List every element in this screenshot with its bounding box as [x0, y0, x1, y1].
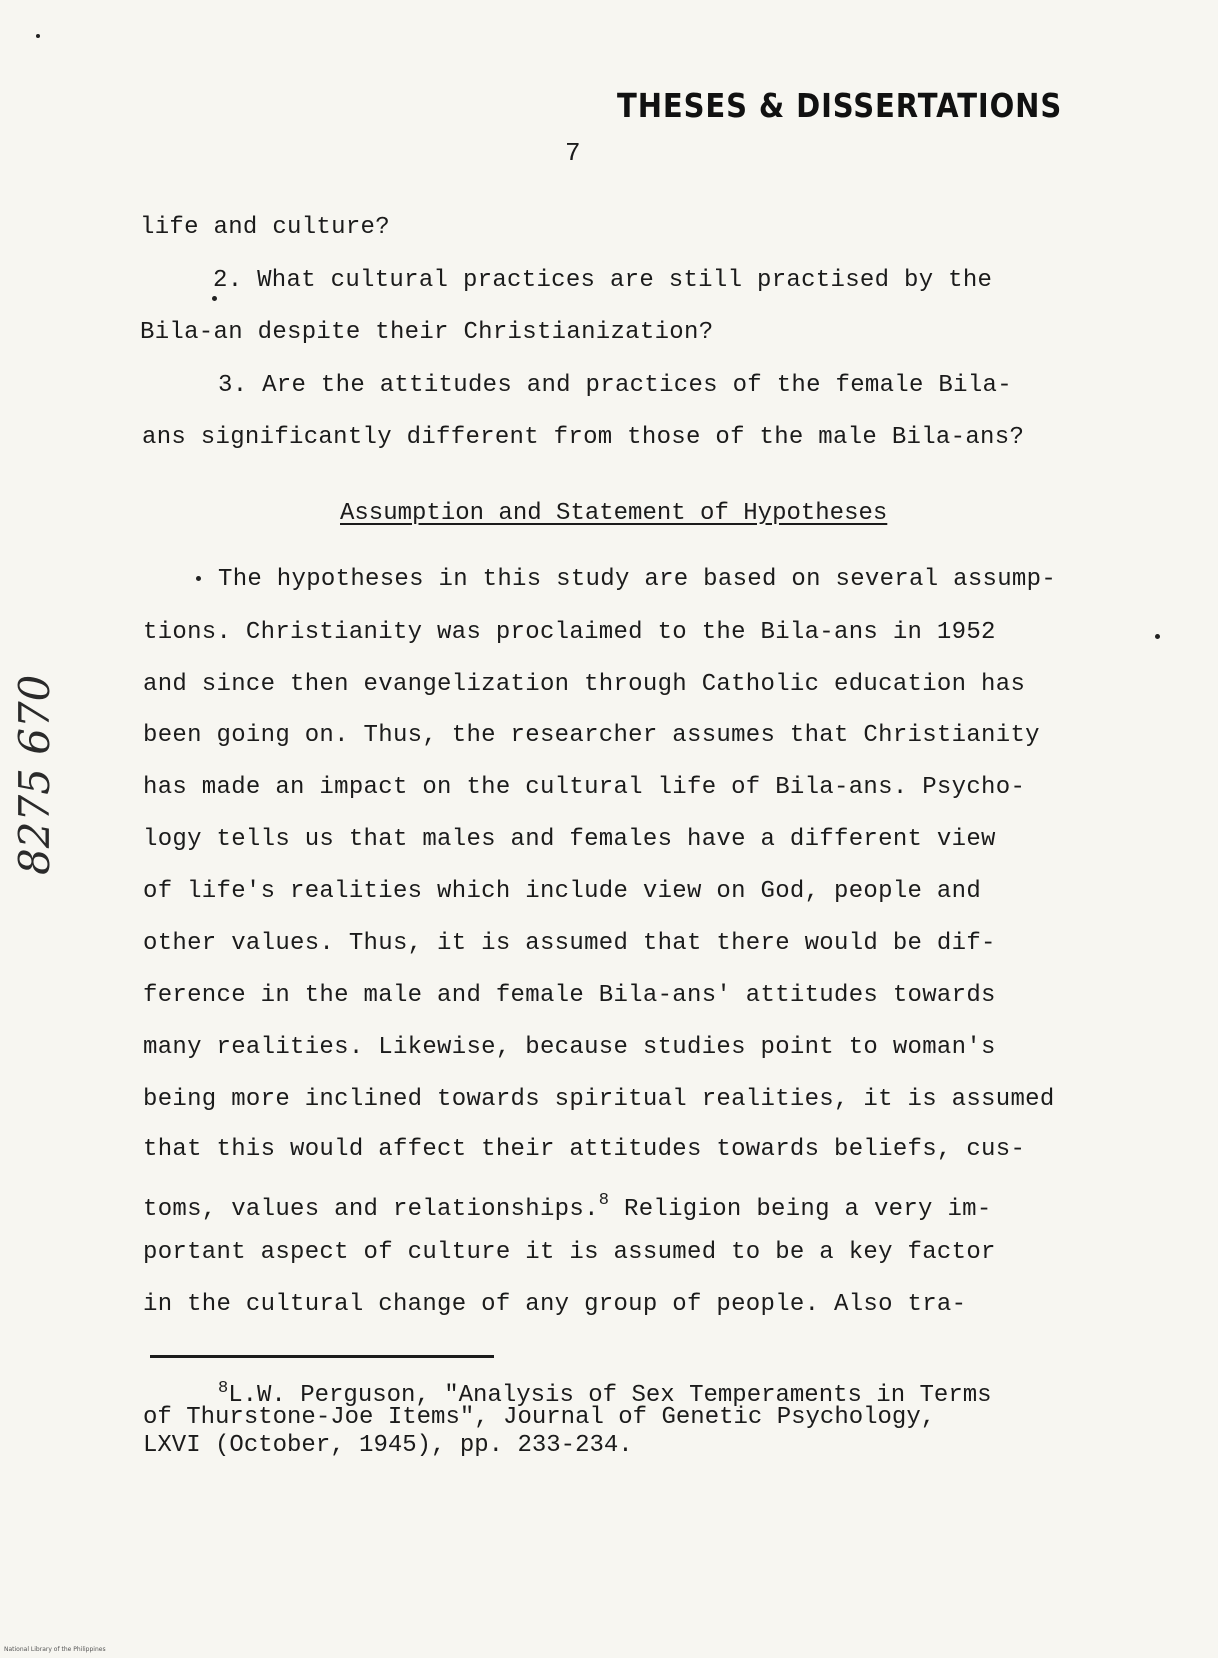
- paragraph-line: tions. Christianity was proclaimed to the Bila-ans in 1952: [143, 619, 996, 646]
- paragraph-line: in the cultural change of any group of people. Also tra-: [143, 1291, 967, 1318]
- footnote-text: L.W. Perguson, "Analysis of Sex Temperaments in Terms: [228, 1382, 992, 1409]
- library-footer: National Library of the Philippines: [4, 1646, 106, 1653]
- footnote-line: LXVI (October, 1945), pp. 233-234.: [143, 1432, 633, 1459]
- scan-speck: [1155, 634, 1160, 639]
- text-line: 3. Are the attitudes and practices of the female Bila-: [218, 372, 1012, 399]
- footnote-marker: 8: [218, 1379, 229, 1398]
- footnote-rule: [150, 1355, 494, 1358]
- paragraph-line: The hypotheses in this study are based on several assump-: [218, 566, 1057, 593]
- footnote-line: of Thurstone-Joe Items", Journal of Genetic Psychology,: [143, 1404, 936, 1431]
- paragraph-line: portant aspect of culture it is assumed to be a key factor: [143, 1239, 996, 1266]
- theses-dissertations-stamp: THESES & DISSERTATIONS: [617, 86, 1063, 125]
- section-heading: Assumption and Statement of Hypotheses: [340, 500, 888, 527]
- paragraph-line: [143, 1186, 992, 1225]
- text-line: Bila-an despite their Christianization?: [140, 319, 714, 346]
- footnote-reference: 8: [598, 1191, 610, 1210]
- paragraph-line: and since then evangelization through Catholic education has: [143, 671, 1026, 698]
- scan-speck: [212, 296, 217, 301]
- paragraph-line: many realities. Likewise, because studies point to woman's: [143, 1034, 996, 1061]
- paragraph-line: has made an impact on the cultural life of Bila-ans. Psycho-: [143, 774, 1026, 801]
- scan-speck: [36, 34, 40, 38]
- paragraph-line-text: Religion being a very im-: [609, 1196, 992, 1223]
- scan-speck: [196, 576, 201, 581]
- paragraph-line: that this would affect their attitudes towards beliefs, cus-: [143, 1136, 1026, 1163]
- paragraph-line: being more inclined towards spiritual realities, it is assumed: [143, 1086, 1055, 1113]
- text-line: life and culture?: [140, 214, 390, 241]
- text-line: ans significantly different from those of the male Bila-ans?: [142, 424, 1025, 451]
- handwritten-margin-note: 8275 670: [10, 674, 59, 875]
- text-line: 2. What cultural practices are still practised by the: [213, 267, 993, 294]
- paragraph-line: of life's realities which include view on God, people and: [143, 878, 982, 905]
- paragraph-line-text: toms, values and relationships.: [143, 1196, 599, 1223]
- paragraph-line: other values. Thus, it is assumed that there would be dif-: [143, 930, 996, 957]
- paragraph-line: logy tells us that males and females have a different view: [143, 826, 996, 853]
- paragraph-line: been going on. Thus, the researcher assumes that Christianity: [143, 722, 1040, 749]
- paragraph-line: ference in the male and female Bila-ans' attitudes towards: [143, 982, 996, 1009]
- page-number: 7: [565, 138, 581, 168]
